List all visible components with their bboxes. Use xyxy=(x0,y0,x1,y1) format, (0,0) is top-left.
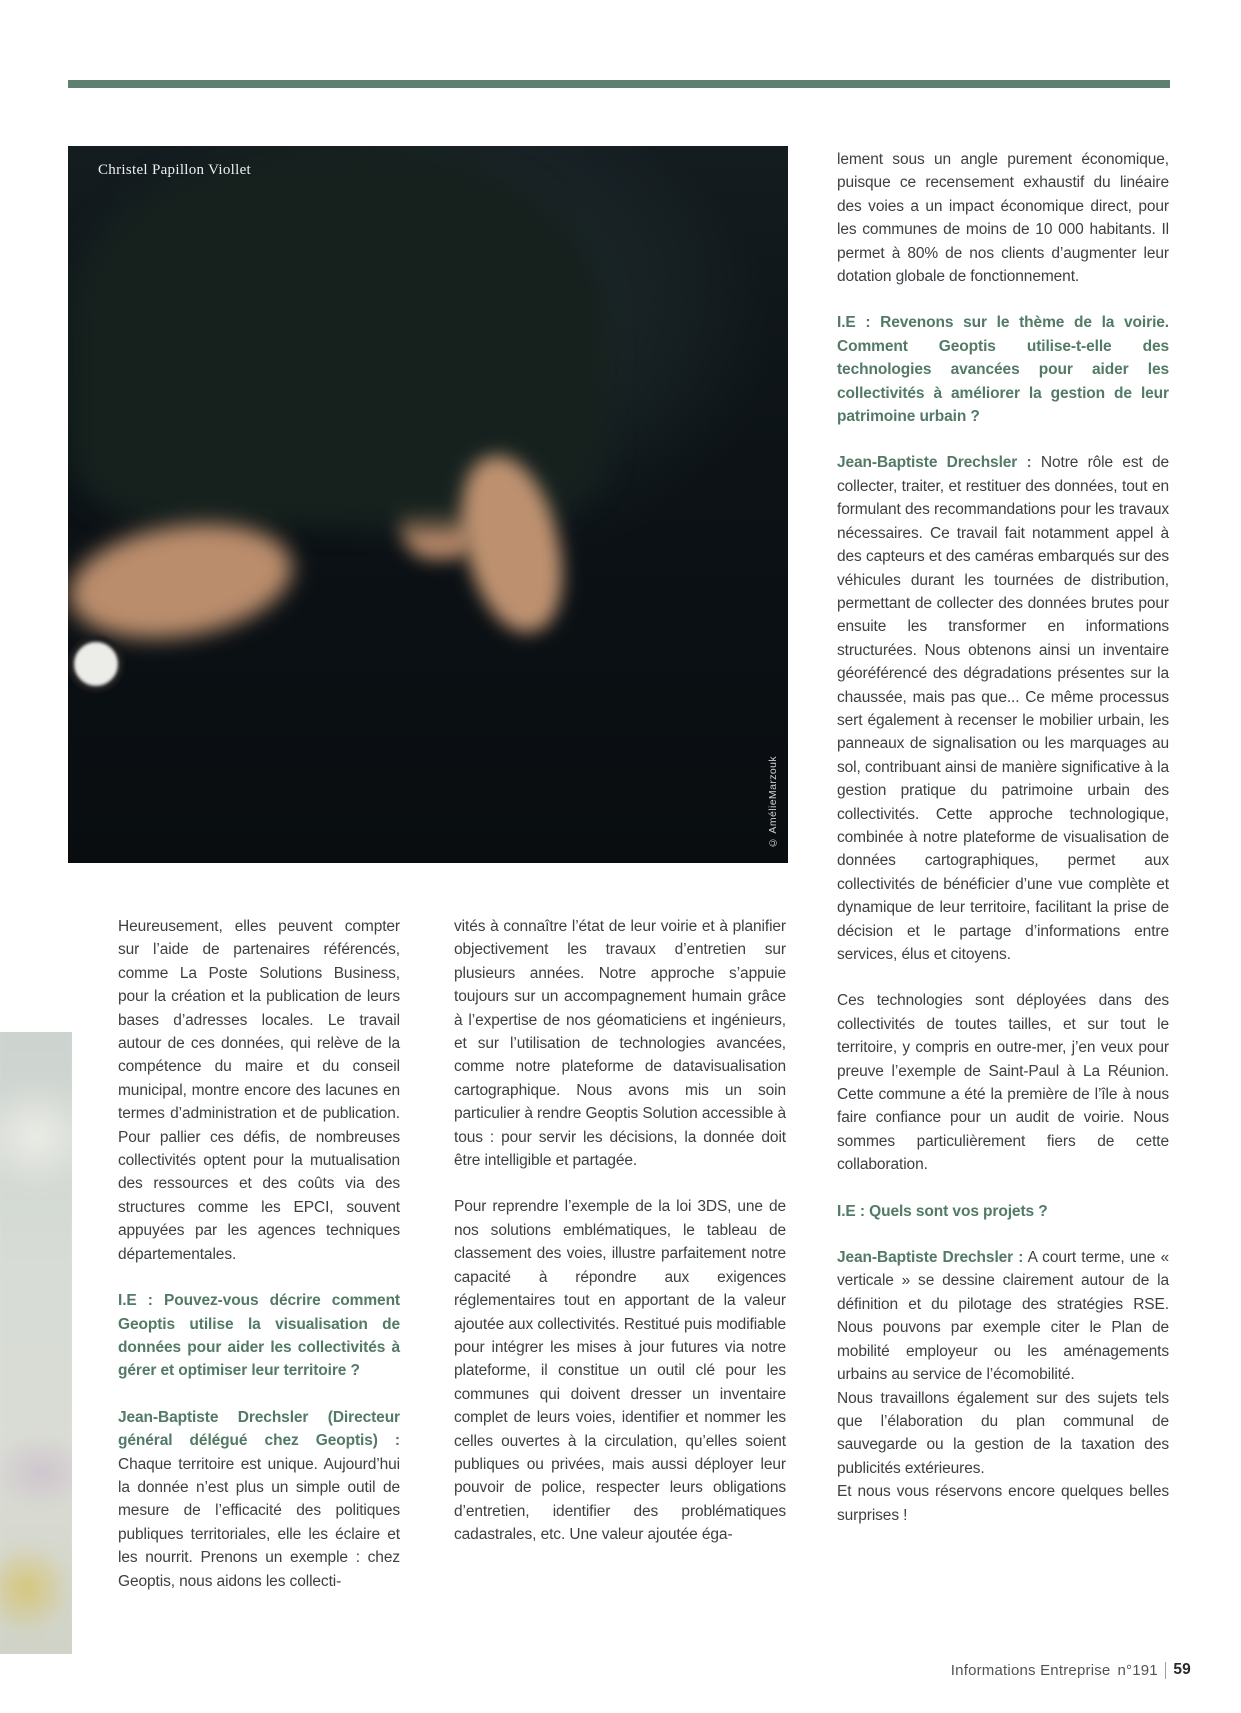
page-number: 59 xyxy=(1173,1661,1191,1678)
margin-photo-strip xyxy=(0,1032,72,1654)
text-wrap-spacer xyxy=(68,1009,118,1629)
interview-question-technologies: I.E : Revenons sur le thème de la voirie. Comment Geoptis utilise-t-elle des technologies avancées pour aider les collectivités à améliorer la gestion de leur patrimoine urbain ? xyxy=(837,314,1169,426)
paragraph-voirie: vités à connaître l’état de leur voirie et à planifier objectivement les travaux d’entretien sur plusieurs années. Notre approche s’appuie toujours sur un accompagnement humain grâce à l’expertise de nos géomaticiens et ingénieurs, et sur l’utilisation de technologies avancées, comme notre plateforme de datavisualisation cartographique. Nous avons mis un soin particulier à rendre Geoptis Solution accessible à tous : pour servir les décisions, la donnée doit être intelligible et partagée. xyxy=(454,918,786,1170)
answer-text: Chaque territoire est unique. Aujourd’hui la donnée n’est plus un simple outil de mesure de l’efficacité des politiques publiques territoriales, elle les éclaire et les nourrit. Prenons un exemple : chez Geoptis, nous aidons les collecti- xyxy=(118,1455,400,1590)
issue-number: n°191 xyxy=(1117,1661,1158,1679)
column-left xyxy=(68,915,400,1629)
paragraph-deploiement: Ces technologies sont déployées dans des collectivités de toutes tailles, et sur tout le territoire, y compris en outre-mer, j’en veux pour preuve l’exemple de Saint-Paul à La Réunion. Cette commune a été la première de l’île à nous faire confiance pour un audit de voirie. Nous sommes particulièrement fiers de cette collaboration. xyxy=(837,992,1169,1174)
answer-text: A court terme, une « verticale » se dessine clairement autour de la définition et du pilotage des stratégies RSE. Nous pouvons par exemple citer le Plan de mobilité employeur ou les aménagements urbains au service de l’écomobilité. xyxy=(837,1249,1170,1384)
paragraph-sujets: Nous travaillons également sur des sujets tels que l’élaboration du plan communal de sauvegarde ou la gestion de la taxation des publicités extérieures. xyxy=(837,1389,1169,1477)
interview-question-projets: I.E : Quels sont vos projets ? xyxy=(837,1202,1048,1220)
watch-face-shape xyxy=(68,636,124,692)
margin-photo-blur xyxy=(0,1032,72,1654)
magazine-name: Informations Entreprise xyxy=(950,1661,1111,1679)
paragraph-answer-role xyxy=(837,451,1169,966)
footer-divider xyxy=(1165,1662,1167,1679)
photo-jacket-shape xyxy=(68,146,608,526)
photo-credit: © AmélieMarzouk xyxy=(767,756,779,849)
header-rule xyxy=(68,80,1170,88)
column-right xyxy=(837,148,1169,1527)
column-middle xyxy=(454,915,786,1570)
photo-hands-shape xyxy=(68,509,300,653)
speaker-name: Jean-Baptiste Drechsler (Directeur général délégué chez Geoptis) : xyxy=(118,1408,400,1450)
paragraph-loi3ds: Pour reprendre l’exemple de la loi 3DS, une de nos solutions emblématiques, le tableau de classement des voies, illustre parfaitement notre capacité à répondre aux exigences réglementaires tout en apportant de la valeur ajoutée aux collectivités. Restitué puis modifiable pour intégrer les mises à jour futures via notre plateforme, il constitue un outil clé pour les communes qui doivent dresser un inventaire complet de leurs voies, identifier et nommer les celles ouvertes à la circulation, qu’elles soient publiques ou privées, mais aussi déployer leur pouvoir de police, respecter leurs obligations d’entretien, identifier des problématiques cadastrales, etc. Une valeur ajoutée éga- xyxy=(454,1198,786,1544)
interview-question-datavis: I.E : Pouvez-vous décrire comment Geoptis utilise la visualisation de données pour aider les collectivités à gérer et optimiser leur territoire ? xyxy=(118,1292,400,1380)
paragraph-surprises: Et nous vous réservons encore quelques belles surprises ! xyxy=(837,1483,1169,1524)
paragraph-partners: Heureusement, elles peuvent compter sur l’aide de partenaires référencés, comme La Poste Solutions Business, pour la création et la publication de leurs bases d’adresses locales. Le travail autour de ces données, qui relève de la compétence du maire et du conseil municipal, montre encore des lacunes en termes d’administration et de publication. Pour pallier ces défis, de nombreuses collectivités optent pour la mutualisation des ressources et des coûts via des structures comme les EPCI, souvent appuyées par les agences techniques départementales. xyxy=(118,918,400,1263)
paragraph-economique: lement sous un angle purement économique, puisque ce recensement exhaustif du linéaire des voies a un impact économique direct, pour les communes de moins de 10 000 habitants. Il permet à 80% de nos clients d’augmenter leur dotation globale de fonctionnement. xyxy=(837,151,1169,286)
speaker-name: Jean-Baptiste Drechsler : xyxy=(837,1249,1024,1267)
paragraph-answer-territory xyxy=(68,1406,400,1593)
answer-text: Notre rôle est de collecter, traiter, et restituer des données, tout en formulant des recommandations pour les travaux nécessaires. Ce travail fait notamment appel à des capteurs et des caméras embarqués sur des véhicules durant les tournées de distribution, permettant de collecter des données brutes pour ensuite les transformer en informations structurées. Nous obtenons ainsi un inventaire géoréférencé des dégradations présentes sur la chaussée, mais pas que... Ce même processus sert également à recenser le mobilier urbain, les panneaux de signalisation ou les marquages au sol, contribuant ainsi de manière significative à la gestion pratique du patrimoine urbain des collectivités. Cette approche technologique, combinée à notre plateforme de visualisation de données cartographiques, permet aux collectivités de bénéficier d’une vue complète et dynamique de leur territoire, facilitant la prise de décision et le partage d’informations entre services, élus et citoyens. xyxy=(837,454,1170,963)
portrait-photo xyxy=(68,146,788,863)
paragraph-answer-projets xyxy=(837,1246,1169,1386)
photo-caption: Christel Papillon Viollet xyxy=(98,162,251,178)
page-footer xyxy=(951,1661,1191,1679)
speaker-name: Jean-Baptiste Drechsler : xyxy=(837,454,1032,472)
